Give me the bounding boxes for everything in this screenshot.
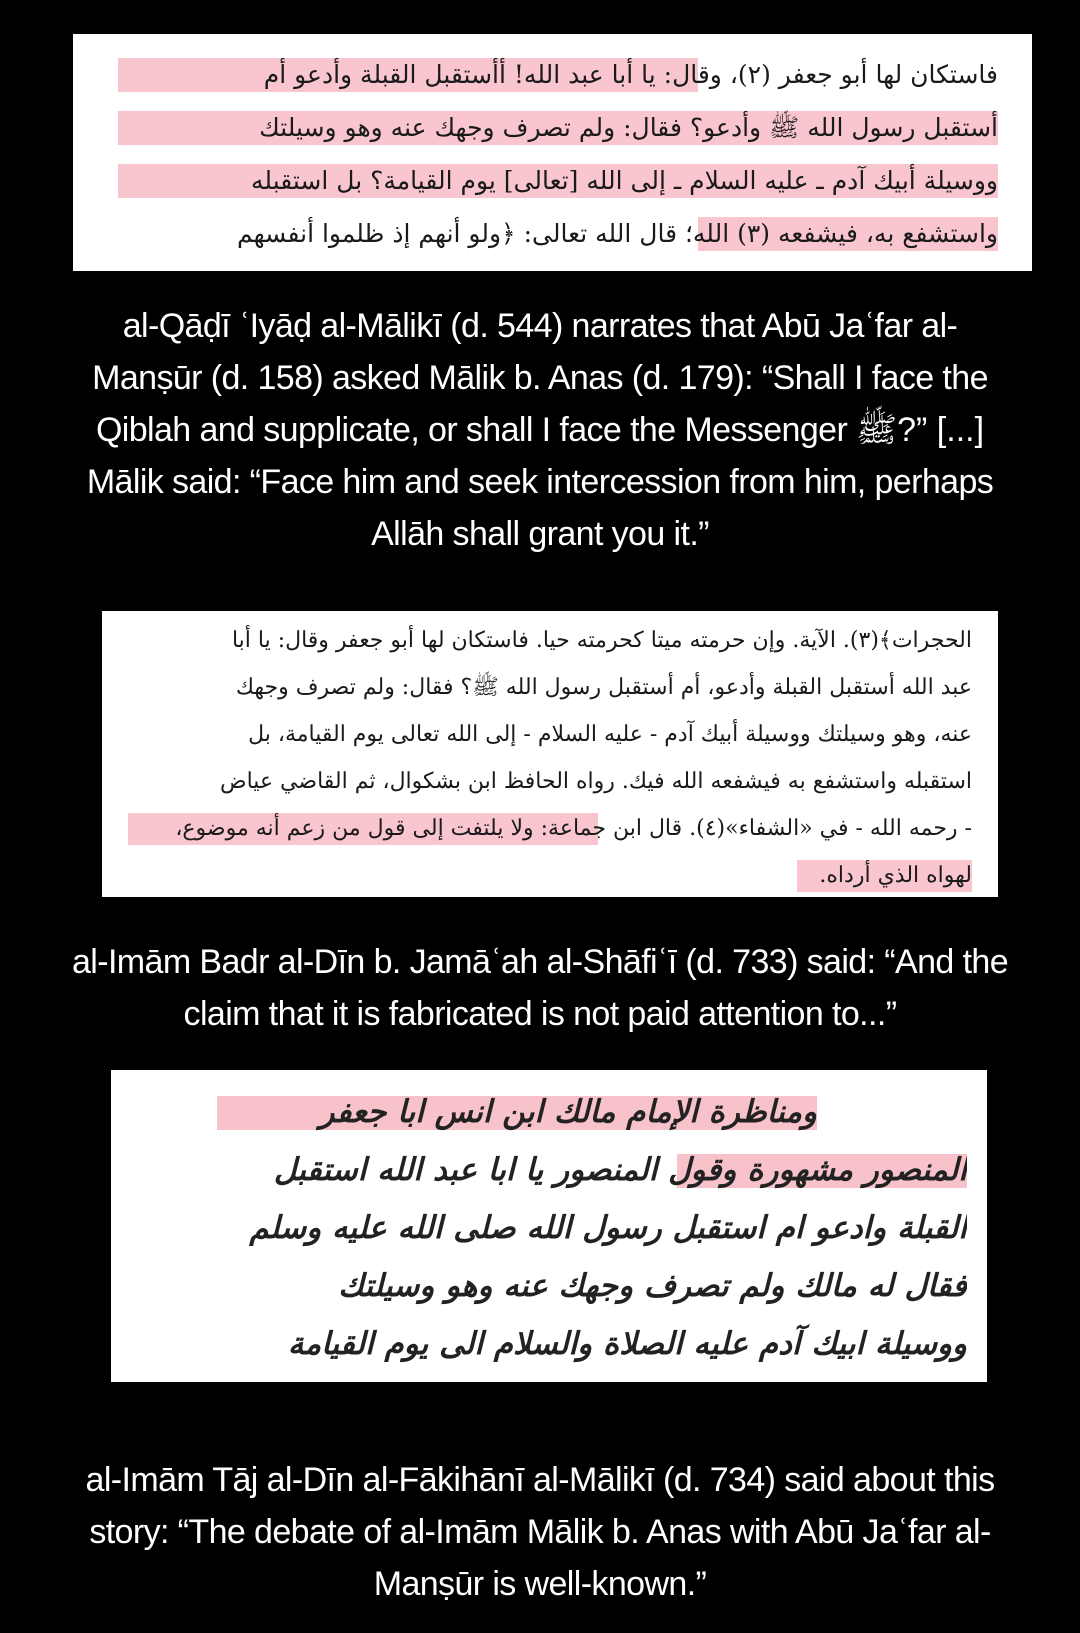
scan-line: - رحمه الله - في «الشفاء»(٤). قال ابن جماعة: ولا يلتفت إلى قول من زعم أنه موضوع، [128,807,972,851]
scan-line: استقبله واستشفع به فيشفعه الله فيك. رواه الحافظ ابن بشكوال، ثم القاضي عياض [220,769,972,794]
scan-manuscript-fakihani [111,1070,987,1382]
scan-line: لهواه الذي أرداه. [128,854,972,897]
scan-line: ووسيلة ابيك آدم عليه الصلاة والسلام الى يوم القيامة [287,1326,967,1362]
scan-line: عنه، وهو وسيلتك ووسيلة أبيك آدم - عليه السلام - إلى الله تعالى يوم القيامة، بل [248,722,972,747]
scan-line: أستقبل رسول الله ﷺ وأدعو؟ فقال: ولم تصرف وجهك عنه وهو وسيلتك [107,103,998,153]
scan-line: ومناظرة الإمام مالك ابن انس ابا جعفر [131,1084,967,1140]
caption-fakihani: al-Imām Tāj al-Dīn al-Fākihānī al-Mālikī (d. 734) said about this story: “The debate of al-Imām Mālik b. Anas with Abū Jaʿfar al-Manṣūr is well-known.” [85,1461,995,1603]
caption-ibn-jamaah: al-Imām Badr al-Dīn b. Jamāʿah al-Shāfiʿī (d. 733) said: “And the claim that it is fabricated is not paid attention to...” [71,943,1009,1033]
scan-line: القبلة وادعو ام استقبل رسول الله صلى الله عليه وسلم [249,1210,967,1246]
scan-line: ووسيلة أبيك آدم ـ عليه السلام ـ إلى الله [تعالى] يوم القيامة؟ بل استقبله [107,156,998,206]
caption-qadi-iyad: al-Qāḍī ʿIyāḍ al-Mālikī (d. 544) narrates that Abū Jaʿfar al-Manṣūr (d. 158) asked Mālik b. Anas (d. 179): “Shall I face the Qiblah and supplicate, or shall I face the Messenger ﷺ?” [...] Mālik said: “Face him and seek intercession from him, perhaps Allāh shall grant you it.” [86,307,994,553]
scan-line: الحجرات﴾(٣). الآية. وإن حرمته ميتا كحرمته حيا. فاستكان لها أبو جعفر وقال: يا أبا [231,628,972,653]
scan-line: فاستكان لها أبو جعفر (٢)، وقال: يا أبا عبد الله! أأستقبل القبلة وأدعو أم [107,50,998,100]
scan-excerpt-ibn-jamaah [102,611,998,897]
scan-line: المنصور مشهورة وقول المنصور يا ابا عبد الله استقبل [273,1152,967,1188]
scan-line: عبد الله أستقبل القبلة وأدعو، أم أستقبل رسول الله ﷺ؟ فقال: ولم تصرف وجهك [235,675,972,700]
scan-excerpt-qadi-iyad [73,34,1032,271]
scan-line: واستشفع به، فيشفعه (٣) الله؛ قال الله تعالى: ﴿ولو أنهم إذ ظلموا أنفسهم [107,209,998,259]
scan-line: فقال له مالك ولم تصرف وجهك عنه وهو وسيلتك [338,1268,967,1304]
